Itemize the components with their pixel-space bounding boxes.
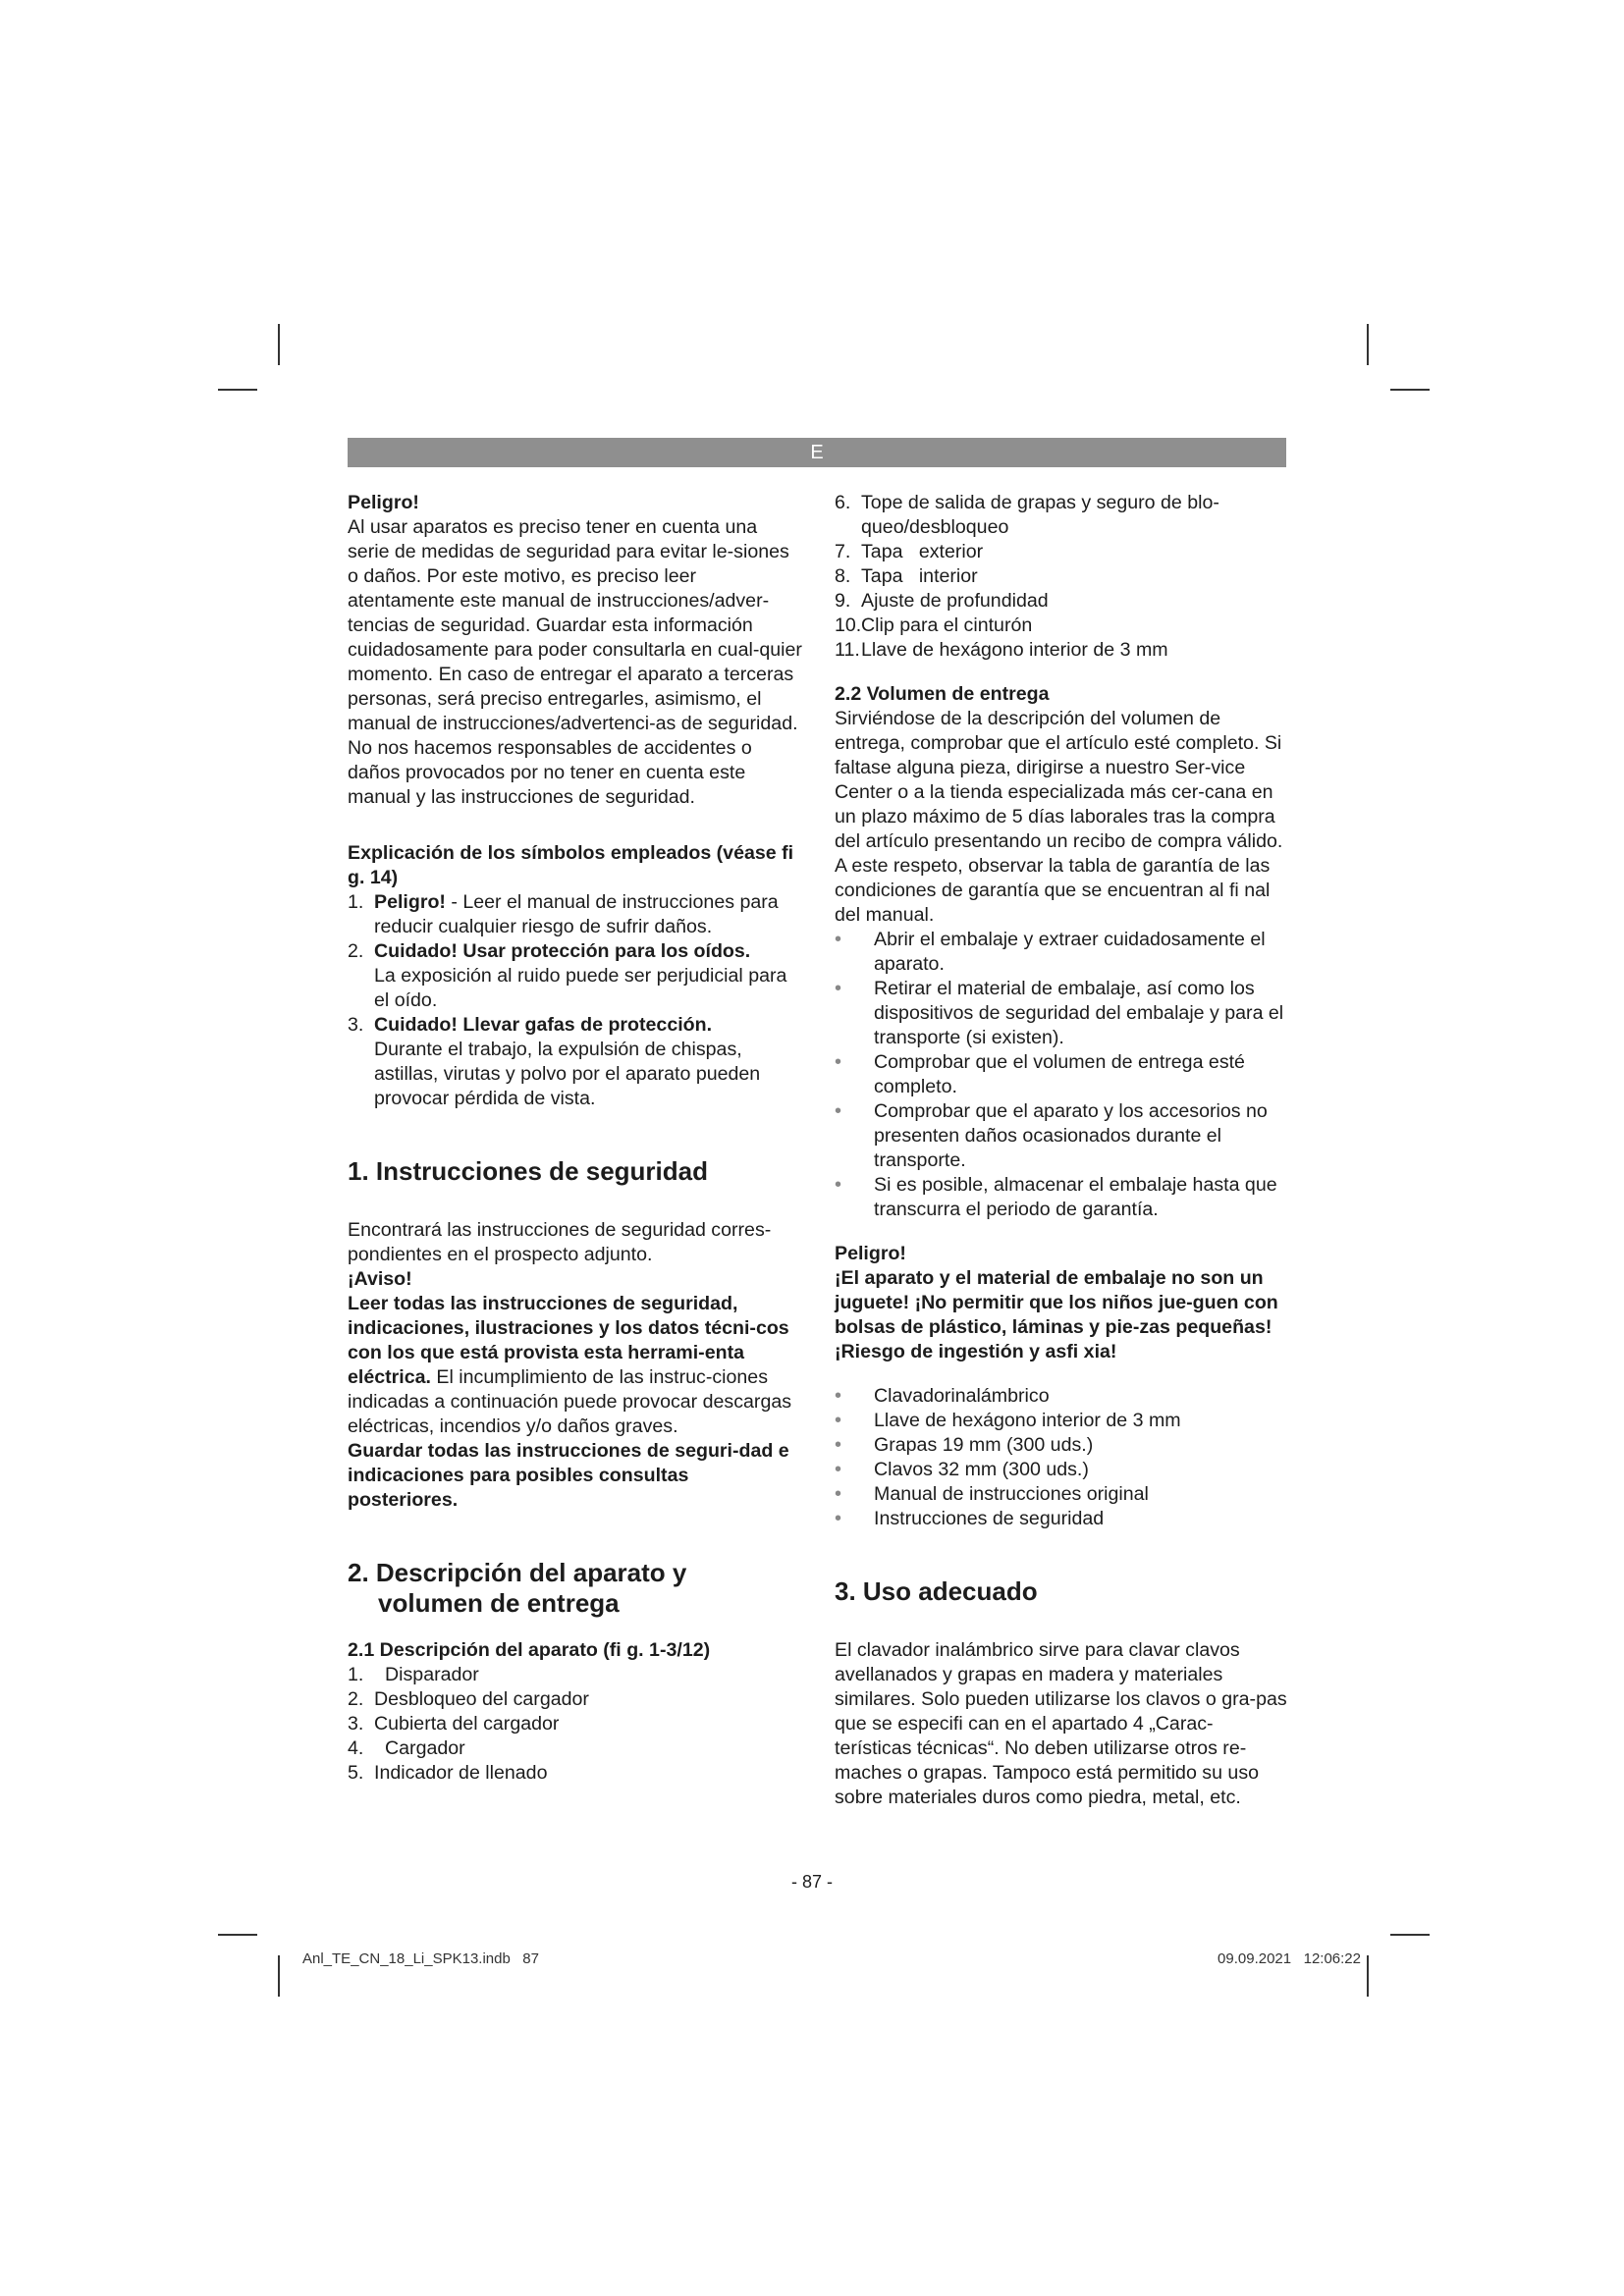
page-number: - 87 -	[790, 1872, 833, 1892]
delivery-contents-list	[835, 1384, 1289, 1531]
list-item: 7. Tapa exterior	[835, 541, 984, 562]
section-3-title: 3. Uso adecuado	[835, 1576, 1038, 1606]
check-list	[835, 928, 1289, 1222]
list-item: 10. Clip para el cinturón	[835, 614, 1033, 636]
list-item: 5. Indicador de llenado	[348, 1762, 548, 1784]
danger-text: Al usar aparatos es preciso tener en cuenta una serie de medidas de seguridad para evitar le-siones o daños. Por este motivo, es preciso leer atentamente este manual de instrucciones/adver-tencias de seguridad. Guardar esta información cuidadosamente para poder consultarla en cual-quier momento. En caso de entregar el aparato a terceras personas, será preciso entregarles, asimismo, el manual de instrucciones/advertenci-as de seguridad. No nos hacemos responsables de accidentes o daños provocados por no tener en cuenta este manual y las instrucciones de seguridad.	[348, 516, 802, 808]
symbol-item: 2. Cuidado! Usar protección para los oídos. La exposición al ruido puede ser perjudicial para el oído.	[348, 940, 787, 1011]
list-item: • Llave de hexágono interior de 3 mm	[835, 1409, 1289, 1433]
aviso-text: Leer todas las instrucciones de seguridad, indicaciones, ilustraciones y los datos técni-cos con los que está provista esta herrami-enta eléctrica. El incumplimiento de las instruc-ciones indicadas a continuación puede provocar descargas eléctricas, incendios y/o daños graves.	[348, 1293, 792, 1437]
symbols-list	[348, 890, 802, 1111]
subsection-2-1-title: 2.1 Descripción del aparato (fi g. 1-3/12)	[348, 1639, 711, 1661]
list-item: 2. Desbloqueo del cargador	[348, 1688, 589, 1710]
parts-list-right	[835, 491, 1289, 663]
crop-mark	[278, 1955, 280, 1997]
list-item: • Instrucciones de seguridad	[835, 1507, 1289, 1531]
list-item: • Abrir el embalaje y extraer cuidadosamente el aparato.	[835, 928, 1289, 977]
language-code: E	[810, 442, 824, 463]
language-header-bar	[348, 438, 1286, 467]
crop-mark	[278, 324, 280, 365]
aviso-keep-text: Guardar todas las instrucciones de seguri-dad e indicaciones para posibles consultas posteriores.	[348, 1440, 789, 1511]
list-item: 8. Tapa interior	[835, 565, 978, 587]
crop-mark	[1390, 1934, 1430, 1936]
symbol-item: 3. Cuidado! Llevar gafas de protección. Durante el trabajo, la expulsión de chispas, astillas, virutas y polvo por el aparato pueden provocar pérdida de vista.	[348, 1014, 761, 1109]
warning-text: ¡El aparato y el material de embalaje no son un juguete! ¡No permitir que los niños jue-guen con bolsas de plástico, láminas y pie-zas pequeñas! ¡Riesgo de ingestión y asfi xia!	[835, 1267, 1278, 1362]
crop-mark	[1390, 389, 1430, 391]
warning-title: Peligro!	[835, 1243, 906, 1264]
list-item: • Si es posible, almacenar el embalaje hasta que transcurra el periodo de garantía.	[835, 1173, 1289, 1222]
list-item: 6. Tope de salida de grapas y seguro de blo-queo/desbloqueo	[835, 492, 1219, 538]
right-column	[835, 491, 1289, 1810]
list-item: • Grapas 19 mm (300 uds.)	[835, 1433, 1289, 1458]
section-2-title: 2. Descripción del aparato y volumen de entrega	[348, 1558, 687, 1618]
list-item: 11. Llave de hexágono interior de 3 mm	[835, 639, 1168, 661]
crop-mark	[218, 1934, 257, 1936]
symbol-item: 1. Peligro! - Leer el manual de instrucciones para reducir cualquier riesgo de sufrir daños.	[348, 891, 779, 937]
list-item: • Clavos 32 mm (300 uds.)	[835, 1458, 1289, 1482]
left-column	[348, 491, 802, 1786]
crop-mark	[1367, 1955, 1369, 1997]
subsection-2-2-text: Sirviéndose de la descripción del volumen de entrega, comprobar que el artículo esté completo. Si faltase alguna pieza, dirigirse a nuestro Ser-vice Center o a la tienda especializada más cer-cana en un plazo máximo de 5 días laborales tras la compra del artículo presentando un recibo de compra válido. A este respeto, observar la tabla de garantía de las condiciones de garantía que se encuentran al fi nal del manual.	[835, 708, 1283, 926]
aviso-title: ¡Aviso!	[348, 1268, 412, 1290]
parts-list-left	[348, 1663, 802, 1786]
section-1-title: 1. Instrucciones de seguridad	[348, 1156, 708, 1186]
list-item: 1. Disparador	[348, 1664, 479, 1685]
crop-mark	[1367, 324, 1369, 365]
list-item: 3. Cubierta del cargador	[348, 1713, 560, 1735]
list-item: • Clavadorinalámbrico	[835, 1384, 1289, 1409]
crop-mark	[218, 389, 257, 391]
list-item: • Manual de instrucciones original	[835, 1482, 1289, 1507]
list-item: • Comprobar que el aparato y los accesorios no presenten daños ocasionados durante el transporte.	[835, 1099, 1289, 1173]
list-item: 4. Cargador	[348, 1737, 465, 1759]
symbols-title: Explicación de los símbolos empleados (véase fi g. 14)	[348, 842, 794, 888]
danger-title: Peligro!	[348, 492, 419, 513]
file-name: Anl_TE_CN_18_Li_SPK13.indb 87	[302, 1950, 539, 1967]
print-timestamp: 09.09.2021 12:06:22	[1218, 1950, 1361, 1967]
section-3-text: El clavador inalámbrico sirve para clavar clavos avellanados y grapas en madera y materiales similares. Solo pueden utilizarse los clavos o gra-pas que se especifi can en el apartado 4 „Carac-terísticas técnicas“. No deben utilizarse otros re-maches o grapas. Tampoco está permitido su uso sobre materiales duros como piedra, metal, etc.	[835, 1639, 1287, 1808]
list-item: • Retirar el material de embalaje, así como los dispositivos de seguridad del embalaje y para el transporte (si existen).	[835, 977, 1289, 1050]
list-item: • Comprobar que el volumen de entrega esté completo.	[835, 1050, 1289, 1099]
subsection-2-2-title: 2.2 Volumen de entrega	[835, 683, 1050, 705]
section-1-intro: Encontrará las instrucciones de seguridad corres-pondientes en el prospecto adjunto.	[348, 1219, 772, 1265]
list-item: 9. Ajuste de profundidad	[835, 590, 1049, 612]
